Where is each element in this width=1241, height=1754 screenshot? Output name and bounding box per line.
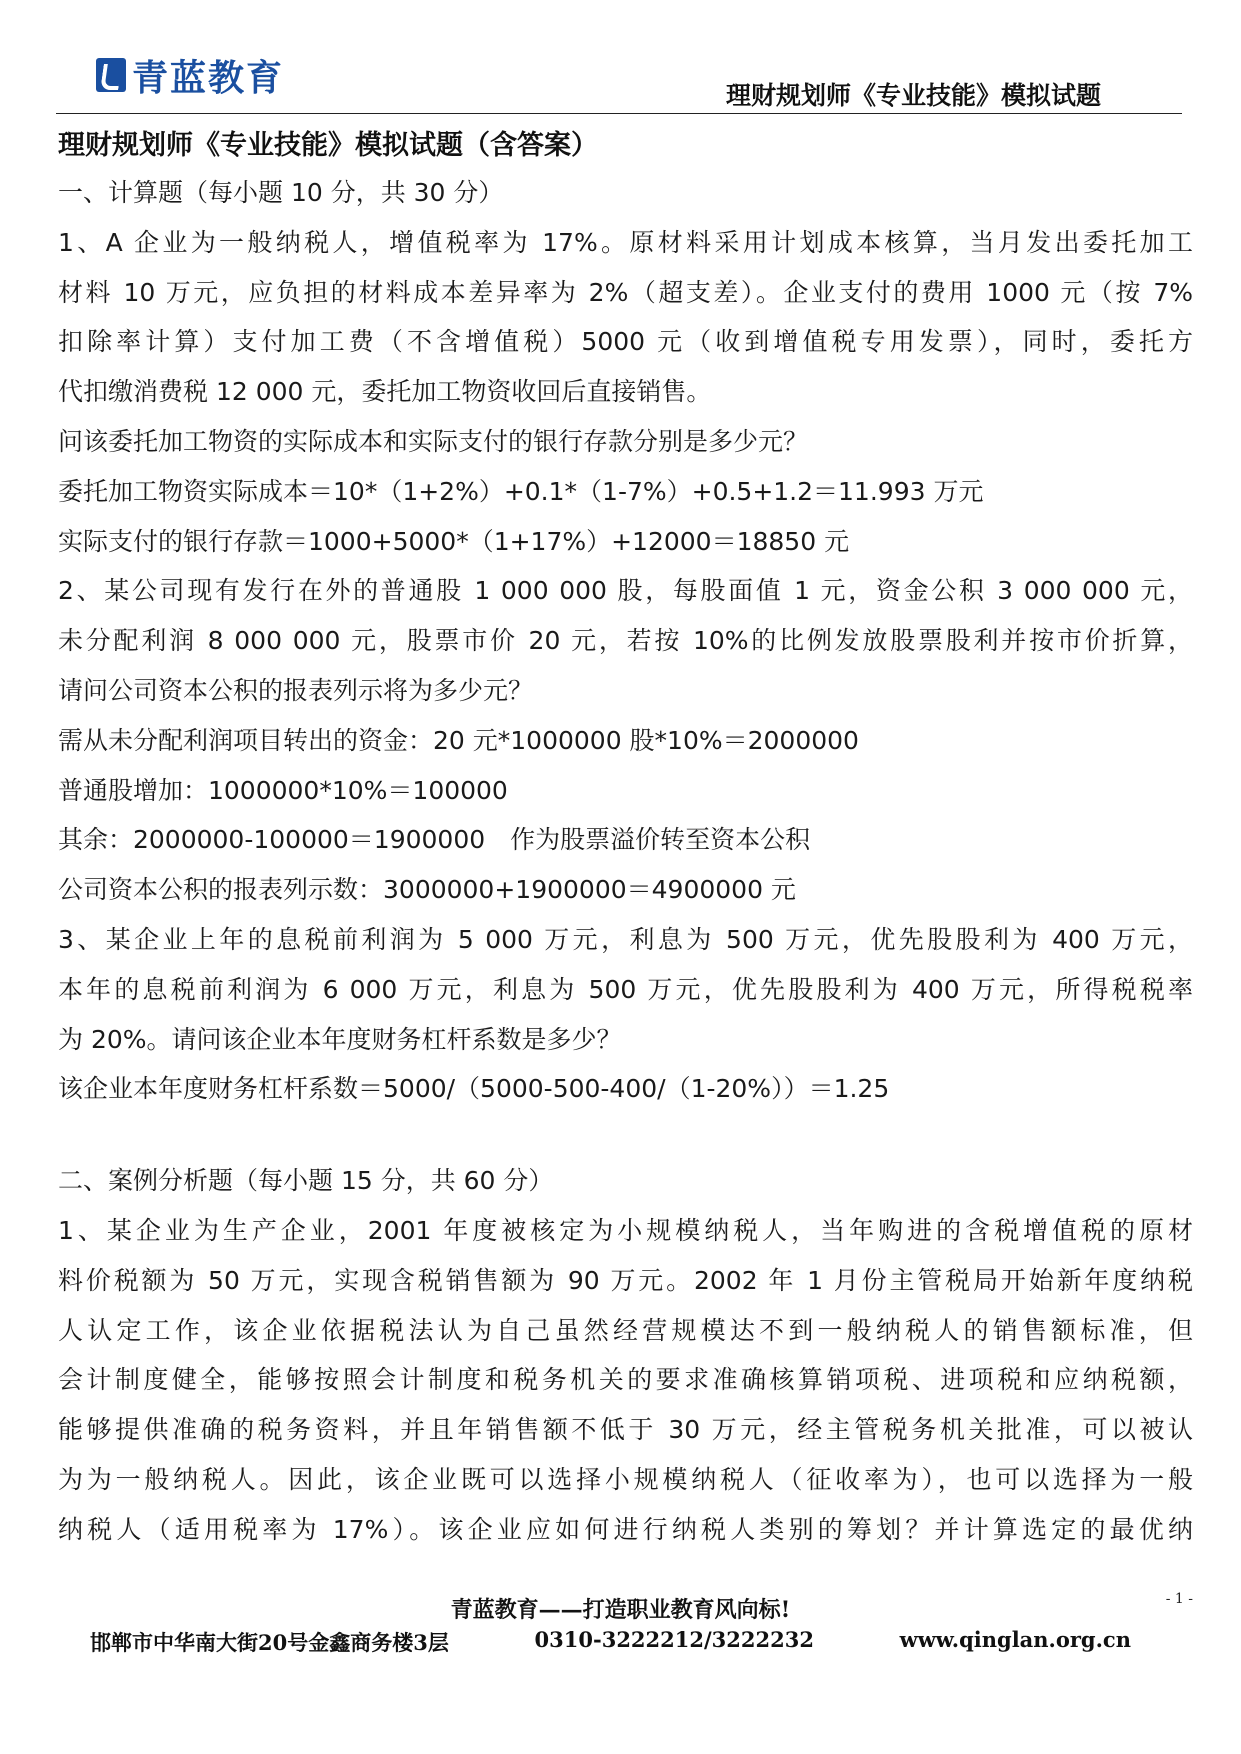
paragraph-line: 扣除率计算）支付加工费（不含增值税）5000 元（收到增值税专用发票），同时，委托方 xyxy=(58,327,1193,357)
header-title: 理财规划师《专业技能》模拟试题 xyxy=(725,81,1101,110)
paragraph-line: 3、某企业上年的息税前利润为 5 000 万元，利息为 500 万元，优先股股利为 400 万元， xyxy=(58,924,1193,954)
footer-slogan: 青蓝教育——打造职业教育风向标! xyxy=(450,1597,791,1623)
section-heading: 一、计算题（每小题 10 分，共 30 分） xyxy=(58,178,504,207)
question-line: 问该委托加工物资的实际成本和实际支付的银行存款分别是多少元？ xyxy=(58,426,809,456)
paragraph-line: 会计制度健全，能够按照会计制度和税务机关的要求准确核算销项税、进项税和应纳税额， xyxy=(58,1365,1193,1395)
paragraph-line: 人认定工作，该企业依据税法认为自己虽然经营规模达不到一般纳税人的销售额标准，但 xyxy=(58,1315,1193,1345)
footer-contact xyxy=(90,1627,1131,1657)
logo-icon xyxy=(96,58,126,92)
page-footer xyxy=(0,1593,1241,1713)
page-number: - 1 - xyxy=(1165,1591,1193,1607)
logo xyxy=(96,50,284,100)
footer-address: 邯郸市中华南大街20号金鑫商务楼3层 xyxy=(90,1630,449,1655)
paragraph-line: 2、某公司现有发行在外的普通股 1 000 000 股，每股面值 1 元，资金公积 3 000 000 元， xyxy=(58,576,1193,606)
page-header xyxy=(0,0,1241,118)
paragraph-line: 纳税人（适用税率为 17%）。该企业应如何进行纳税人类别的筹划？并计算选定的最优纳 xyxy=(58,1514,1193,1544)
footer-website: www.qinglan.org.cn xyxy=(899,1627,1131,1652)
paragraph-line: 本年的息税前利润为 6 000 万元，利息为 500 万元，优先股股利为 400 万元，所得税税率 xyxy=(58,974,1193,1004)
answer-line: 其余：2000000-100000＝1900000 作为股票溢价转至资本公积 xyxy=(58,825,811,855)
paragraph-line: 为为一般纳税人。因此，该企业既可以选择小规模纳税人（征收率为），也可以选择为一般 xyxy=(58,1464,1193,1494)
paragraph-line: 材料 10 万元，应负担的材料成本差异率为 2%（超支差）。企业支付的费用 1000 元（按 7% xyxy=(58,277,1193,307)
document-body xyxy=(58,124,1193,1555)
paragraph-line: 能够提供准确的税务资料，并且年销售额不低于 30 万元，经主管税务机关批准，可以被认 xyxy=(58,1415,1193,1445)
logo-text: 青蓝教育 xyxy=(132,57,285,99)
answer-line: 普通股增加：1000000*10%＝100000 xyxy=(58,775,508,805)
answer-line: 该企业本年度财务杠杆系数＝5000/（5000-500-400/（1-20%））＝1.25 xyxy=(58,1074,890,1104)
footer-phone: 0310-3222212/3222232 xyxy=(534,1627,814,1652)
paragraph-line: 代扣缴消费税 12 000 元，委托加工物资收回后直接销售。 xyxy=(58,377,712,407)
answer-line: 公司资本公积的报表列示数：3000000+1900000＝4900000 元 xyxy=(58,875,796,905)
answer-line: 需从未分配利润项目转出的资金：20 元*1000000 股*10%＝2000000 xyxy=(58,725,859,755)
question-line: 为 20%。请问该企业本年度财务杠杆系数是多少？ xyxy=(58,1024,622,1054)
answer-line: 委托加工物资实际成本＝10*（1+2%）+0.1*（1-7%）+0.5+1.2＝11.993 万元 xyxy=(58,476,984,506)
header-divider xyxy=(56,113,1182,114)
paragraph-line: 料价税额为 50 万元，实现含税销售额为 90 万元。2002 年 1 月份主管税局开始新年度纳税 xyxy=(58,1265,1193,1295)
paragraph-line: 1、A 企业为一般纳税人，增值税率为 17%。原材料采用计划成本核算，当月发出委托加工 xyxy=(58,227,1193,257)
paragraph-line: 未分配利润 8 000 000 元，股票市价 20 元，若按 10%的比例发放股票股利并按市价折算， xyxy=(58,626,1193,656)
question-line: 请问公司资本公积的报表列示将为多少元？ xyxy=(58,675,534,705)
answer-line: 实际支付的银行存款＝1000+5000*（1+17%）+12000＝18850 元 xyxy=(58,526,850,556)
section-heading: 二、案例分析题（每小题 15 分，共 60 分） xyxy=(58,1166,554,1196)
paragraph-line: 1、某企业为生产企业，2001 年度被核定为小规模纳税人，当年购进的含税增值税的原材 xyxy=(58,1215,1193,1245)
spacer xyxy=(58,1114,1193,1156)
document-title: 理财规划师《专业技能》模拟试题（含答案） xyxy=(58,130,598,161)
